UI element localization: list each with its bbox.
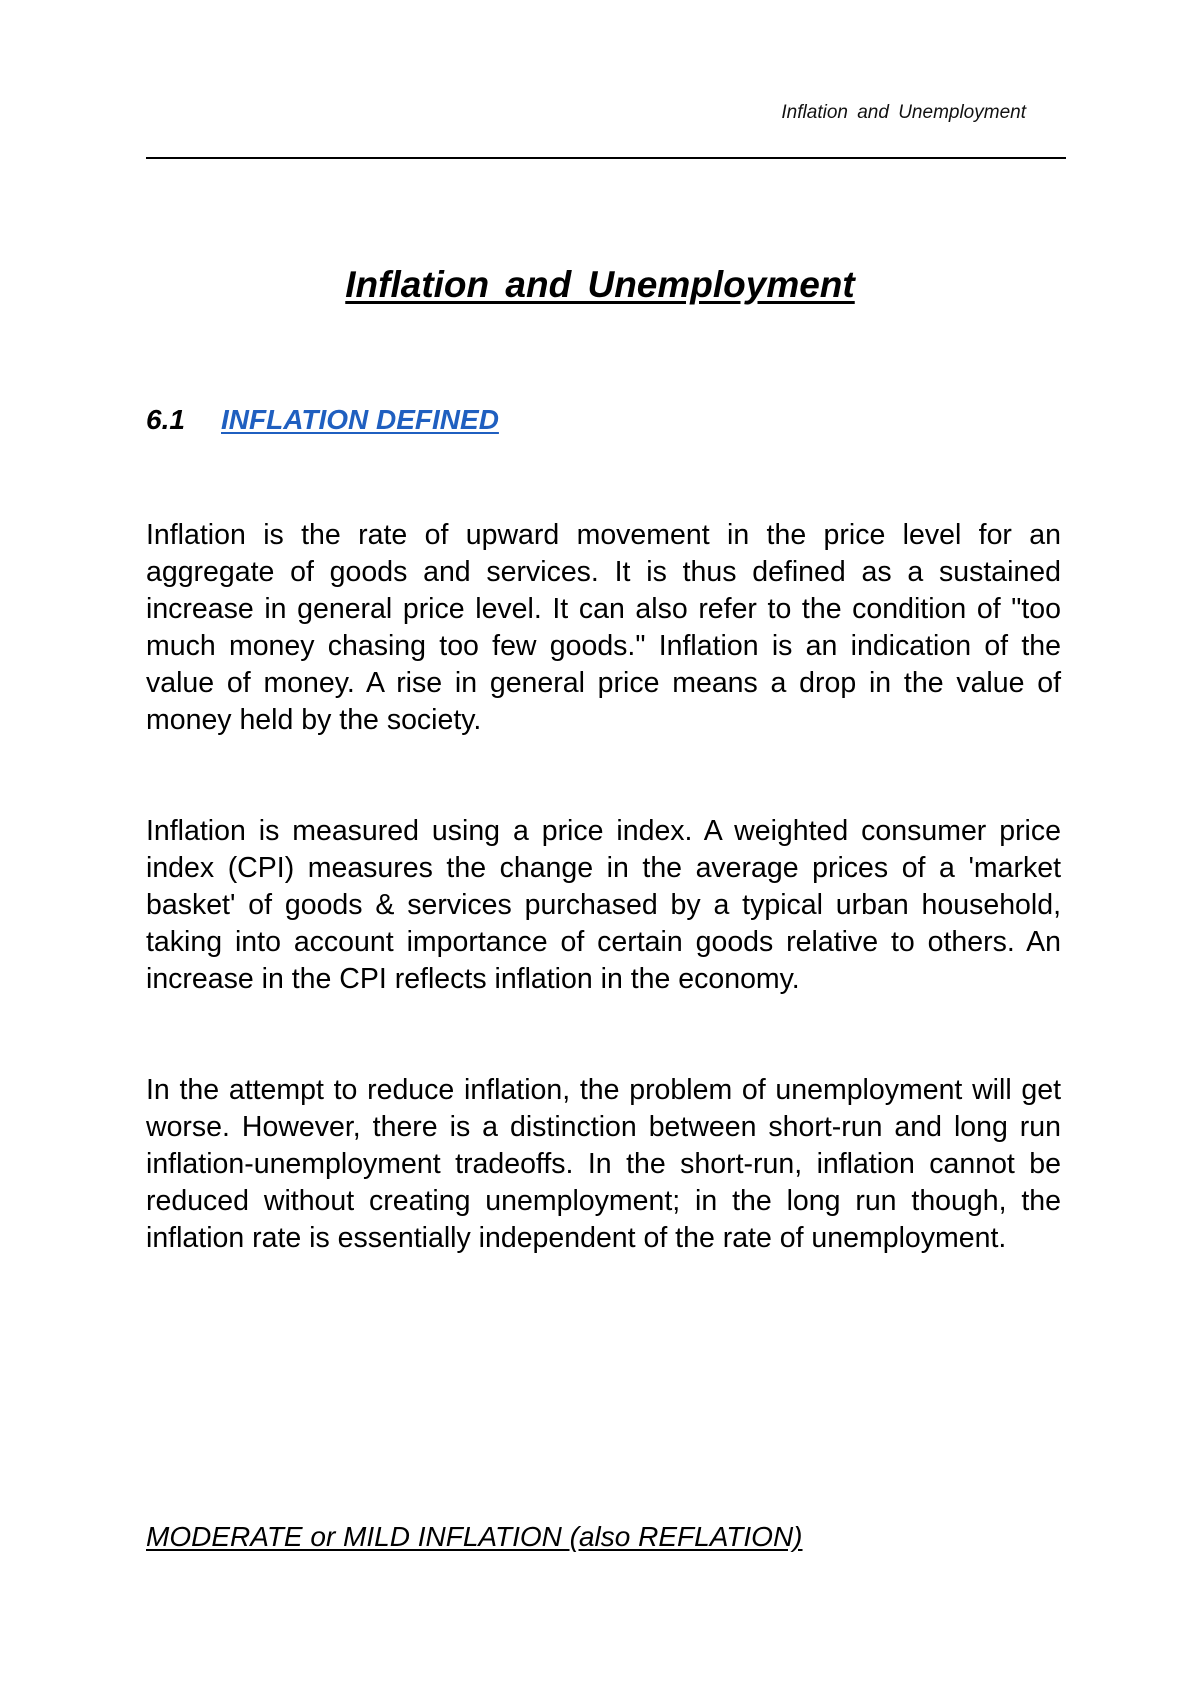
section-title-link[interactable]: INFLATION DEFINED: [221, 404, 499, 435]
paragraph-inflation-definition: Inflation is the rate of upward movement in the price level for an aggregate of goods and services. It is thus defined as a sustained increase in general price level. It can also refer to the condition of "too much money chasing too few goods." Inflation is an indication of the value of money. A rise in general price means a drop in the value of money held by the society.: [146, 519, 1061, 736]
running-header: Inflation and Unemployment: [781, 102, 1026, 123]
subsection-heading: MODERATE or MILD INFLATION (also REFLATION): [146, 1521, 803, 1552]
paragraph-inflation-measurement: Inflation is measured using a price index. A weighted consumer price index (CPI) measures the change in the average prices of a 'market basket' of goods & services purchased by a typical urban household, taking into account importance of certain goods relative to others. An increase in the CPI reflects inflation in the economy.: [146, 815, 1061, 995]
header-divider: [146, 157, 1066, 159]
paragraph-inflation-unemployment-tradeoff: In the attempt to reduce inflation, the problem of unemployment will get worse. However, there is a distinction between short-run and long run inflation-unemployment tradeoffs. In the short-run, inflation cannot be reduced without creating unemployment; in the long run though, the inflation rate is essentially independent of the rate of unemployment.: [146, 1074, 1061, 1254]
document-title: Inflation and Unemployment: [345, 264, 855, 305]
section-number: 6.1: [146, 404, 185, 435]
section-heading: [146, 404, 499, 436]
